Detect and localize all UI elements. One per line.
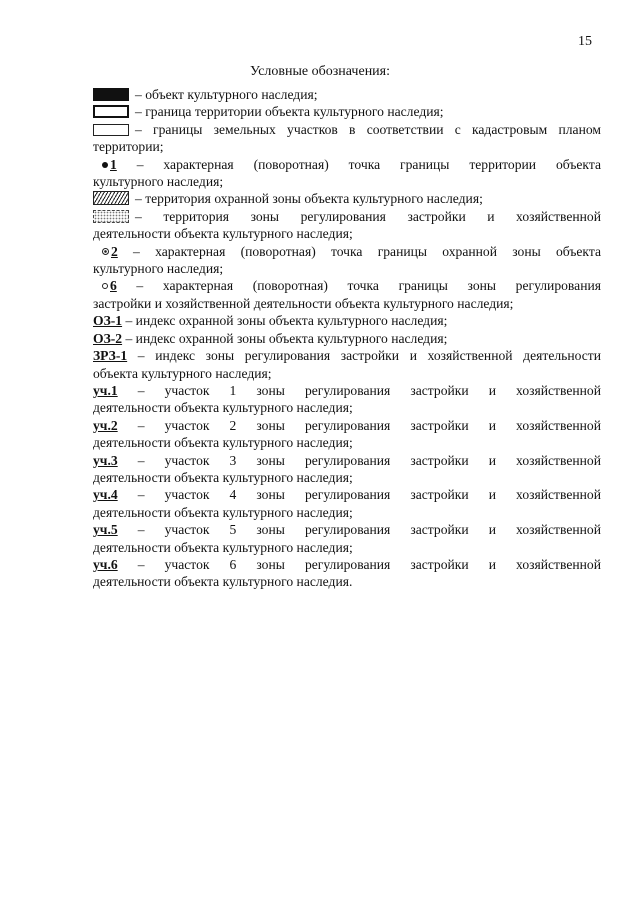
legend-entry-cultural-object (93, 86, 601, 103)
entry-text: – границы земельных участков в соответствии с кадастровым планом (135, 121, 601, 137)
entry-text: – участок 3 зоны регулирования застройки и хозяйственной (117, 452, 601, 468)
entry-lead-line (93, 486, 601, 503)
dotted-swatch-icon (93, 210, 129, 223)
plot-code: уч.3 (93, 452, 118, 468)
thick-border-swatch-icon (93, 105, 129, 118)
legend-entry-plot-6 (93, 556, 601, 591)
legend-entry-territory-point (93, 156, 601, 191)
entry-text-continued: деятельности объекта культурного наследия; (93, 226, 353, 242)
entry-lead-line (93, 521, 601, 538)
entry-text-continued: культурного наследия; (93, 174, 224, 190)
legend-entry-index-oz2 (93, 330, 601, 347)
plot-code: уч.1 (93, 382, 118, 398)
page-number: 15 (578, 34, 592, 49)
entry-lead-line (93, 277, 601, 294)
entry-text: – территория охранной зоны объекта культурного наследия; (135, 191, 483, 207)
zone-index-code: ОЗ-1 (93, 313, 123, 329)
legend-entry-land-plots (93, 121, 601, 156)
legend-entry-protection-zone (93, 190, 601, 207)
entry-text: – участок 4 зоны регулирования застройки и хозяйственной (117, 487, 601, 503)
legend-entry-plot-2 (93, 417, 601, 452)
entry-text: – участок 5 зоны регулирования застройки и хозяйственной (117, 522, 601, 538)
legend-entry-plot-5 (93, 521, 601, 556)
point-number: 1 (110, 156, 117, 172)
plot-code: уч.5 (93, 522, 118, 538)
entry-lead-line (93, 452, 601, 469)
legend-entry-regulation-zone (93, 208, 601, 243)
legend-entry-index-oz1 (93, 312, 601, 329)
legend-entry-territory-border (93, 103, 601, 120)
legend-entry-plot-4 (93, 486, 601, 521)
entry-text: – индекс охранной зоны объекта культурного наследия; (122, 330, 448, 346)
entry-text: – участок 1 зоны регулирования застройки и хозяйственной (117, 382, 601, 398)
entry-lead-line (93, 156, 601, 173)
legend-entry-index-zrz1 (93, 347, 601, 382)
entry-text-continued: деятельности объекта культурного наследия; (93, 435, 353, 451)
entry-text-continued: культурного наследия; (93, 261, 224, 277)
plot-code: уч.4 (93, 487, 118, 503)
zone-index-code: ЗРЗ-1 (93, 348, 128, 364)
entry-text: – индекс охранной зоны объекта культурного наследия; (122, 313, 448, 329)
entry-text-continued: деятельности объекта культурного наследия; (93, 469, 353, 485)
entry-text: – объект культурного наследия; (135, 87, 318, 102)
entry-text: – граница территории объекта культурного наследия; (135, 104, 444, 120)
entry-text-continued: деятельности объекта культурного наследия; (93, 504, 353, 520)
entry-text: – территория зоны регулирования застройки и хозяйственной (135, 208, 601, 224)
entry-text-continued: деятельности объекта культурного наследия. (93, 574, 353, 590)
entry-text-continued: объекта культурного наследия; (93, 365, 272, 381)
legend-title: Условные обозначения: (249, 64, 391, 79)
entry-text: – характерная (поворотная) точка границы охранной зоны объекта (133, 243, 601, 259)
legend-entry-protection-point (93, 243, 601, 278)
entry-lead-line (93, 121, 601, 138)
plot-code: уч.6 (93, 556, 118, 572)
entry-text-continued: территории; (93, 139, 164, 155)
point-number: 2 (111, 243, 118, 259)
entry-text-continued: застройки и хозяйственной деятельности объекта культурного наследия; (93, 295, 514, 311)
entry-text: – характерная (поворотная) точка границы зоны регулирования (136, 278, 601, 294)
entry-lead-line (93, 208, 601, 225)
filled-black-swatch-icon (93, 88, 129, 101)
entry-lead-line (93, 417, 601, 434)
ring-point-icon (102, 283, 108, 289)
legend-entry-plot-1 (93, 382, 601, 417)
legend-list (93, 86, 601, 591)
entry-lead-line (93, 556, 601, 573)
plot-code: уч.2 (93, 417, 118, 433)
entry-text-continued: деятельности объекта культурного наследия; (93, 400, 353, 416)
zone-index-code: ОЗ-2 (93, 330, 123, 346)
entry-text: – индекс зоны регулирования застройки и хозяйственной деятельности (127, 348, 601, 364)
entry-text: – характерная (поворотная) точка границы территории объекта (136, 156, 601, 172)
double-circle-point-icon (102, 248, 109, 255)
thin-border-swatch-icon (93, 124, 129, 136)
point-number: 6 (110, 278, 117, 294)
entry-lead-line (93, 382, 601, 399)
legend-entry-plot-3 (93, 452, 601, 487)
entry-lead-line (93, 347, 601, 364)
entry-text: – участок 6 зоны регулирования застройки и хозяйственной (117, 556, 601, 572)
entry-text-continued: деятельности объекта культурного наследия; (93, 539, 353, 555)
filled-dot-icon (102, 162, 108, 168)
hatched-swatch-icon (93, 191, 129, 205)
entry-text: – участок 2 зоны регулирования застройки и хозяйственной (117, 417, 601, 433)
legend-entry-regulation-point (93, 277, 601, 312)
entry-lead-line (93, 243, 601, 260)
